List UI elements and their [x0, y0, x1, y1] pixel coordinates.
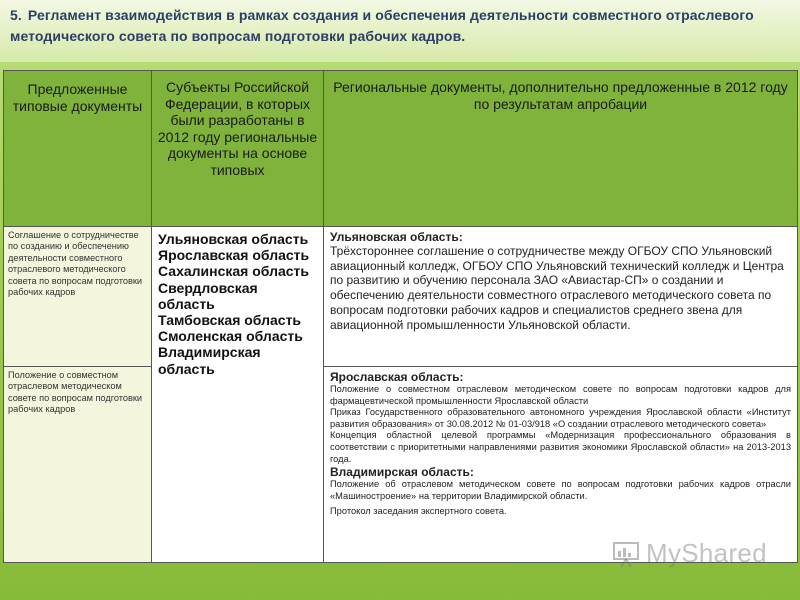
header-subjects: Субъекты Российской Федерации, в которых были разработаны в 2012 году региональные документы на основе типовых — [152, 71, 324, 227]
typical-doc-agreement: Соглашение о сотрудничестве по созданию и обеспечению деятельности совместного отраслевого методического совета по вопросам подготовки рабочих кадров — [4, 227, 152, 367]
yaroslavl-doc-order: Приказ Государственного образовательного автономного учреждения Ярославской области «Институт развития образования» от 30.08.2012 № 01-03/918 «О создании отраслевого методического совета» — [330, 407, 791, 429]
region-name-vladimir: Владимирская область: — [330, 465, 474, 480]
header-regional-docs: Региональные документы, дополнительно предложенные в 2012 году по результатам апробации — [324, 71, 798, 227]
yaroslavl-doc-concept: Концепция областной целевой программы «Модернизация профессионального образования в соответствии с приоритетными направлениями развития экономики Ярославской области» на 2013-2013 года. — [330, 430, 791, 464]
subject-item: Смоленская область — [158, 328, 303, 345]
yaroslavl-doc-regulation: Положение о совместном отраслевом методическом совете по вопросам подготовки кадров для фармацевтической промышленности Ярославской области — [330, 384, 791, 406]
watermark — [612, 538, 792, 572]
table-row — [4, 227, 798, 367]
region-name-ulyanovsk: Ульяновская область: — [330, 230, 463, 244]
presentation-board-icon — [612, 540, 640, 568]
ulyanovsk-agreement-text: Трёхстороннее соглашение о сотрудничестве между ОГБОУ СПО Ульяновский авиационный колледж, ОГБОУ СПО Ульяновский технический колледж и Центра по развитию и обучению персонала ЗАО «Авиастар-СП» о создании и обеспечению деятельности совместного отраслевого методического совета по вопросам подготовки рабочих кадров и специалистов среднего звена для авиационной промышленности Ульяновской области. — [330, 244, 784, 332]
subjects-cell — [152, 227, 324, 563]
watermark-text: MyShared — [646, 538, 767, 568]
subject-item: Свердловская область — [158, 279, 258, 312]
subject-item: Ярославская область — [158, 247, 310, 264]
region-name-yaroslavl: Ярославская область: — [330, 370, 464, 384]
vladimir-doc-regulation: Положение об отраслевом методическом совете по вопросам подготовки рабочих кадров отрасли «Машиностроение» на территории Владимирской области. — [330, 479, 791, 501]
title-number: 5. — [10, 7, 22, 23]
header-typical-docs: Предложенные типовые документы — [4, 71, 152, 227]
page-title — [10, 5, 795, 47]
subject-item: Тамбовская область — [158, 312, 302, 329]
subject-item: Владимирская область — [158, 344, 261, 377]
subject-item: Ульяновская область — [158, 231, 309, 247]
table-header-row — [4, 71, 798, 227]
title-text: Регламент взаимодействия в рамках создания и обеспечения деятельности совместного отраслевого методического совета по вопросам подготовки рабочих кадров. — [10, 7, 754, 44]
table-row — [4, 367, 798, 563]
typical-doc-regulation: Положение о совместном отраслевом методическом совете по вопросам подготовки рабочих кадров — [4, 367, 152, 563]
subject-item: Сахалинская область — [158, 263, 310, 280]
regional-docs-yaroslavl-vladimir — [324, 367, 798, 563]
regulation-table — [3, 70, 798, 563]
vladimir-doc-protocol: Протокол заседания экспертного совета. — [330, 506, 507, 517]
title-banner — [0, 0, 800, 62]
regional-docs-ulyanovsk — [324, 227, 798, 367]
